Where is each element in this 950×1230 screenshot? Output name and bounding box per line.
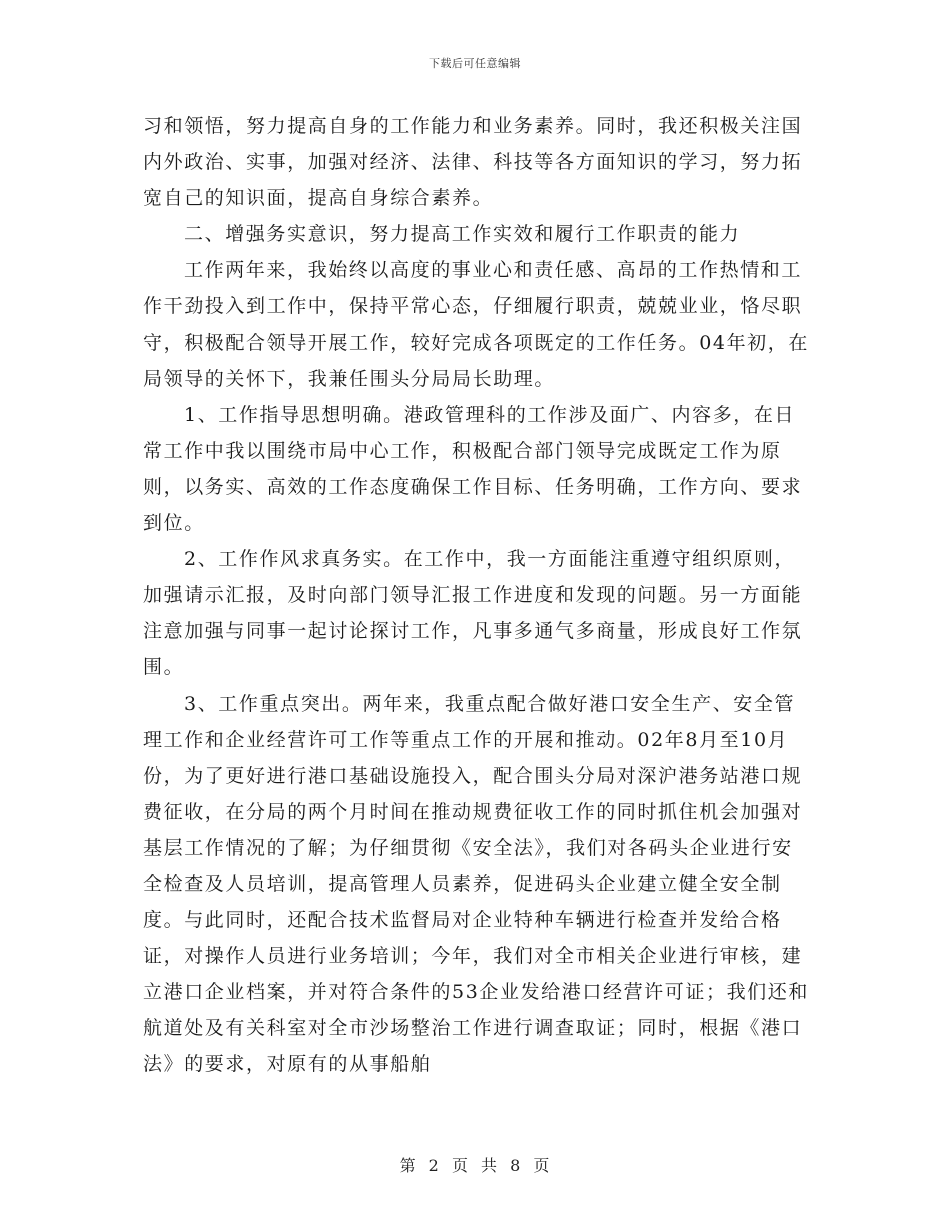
paragraph-continued: 习和领悟，努力提高自身的工作能力和业务素养。同时，我还积极关注国内外政治、实事，加强对经济、法律、科技等各方面知识的学习，努力拓宽自己的知识面，提高自身综合素养。	[143, 115, 803, 210]
page-number: 第 2 页 共 8 页	[399, 1156, 551, 1175]
paragraph-item-2: 2、工作作风求真务实。在工作中，我一方面能注重遵守组织原则，加强请示汇报，及时向部门领导汇报工作进度和发现的问题。另一方面能注意加强与同事一起讨论探讨工作，凡事多通气多商量，形成良好工作氛围。	[143, 548, 803, 679]
paragraph-item-3: 3、工作重点突出。两年来，我重点配合做好港口安全生产、安全管理工作和企业经营许可工作等重点工作的开展和推动。02年8月至10月份，为了更好进行港口基础设施投入，配合围头分局对深沪港务站港口规费征收，在分局的两个月时间在推动规费征收工作的同时抓住机会加强对基层工作情况的了解；为仔细贯彻《安全法》，我们对各码头企业进行安全检查及人员培训，提高管理人员素养，促进码头企业建立健全安全制度。与此同时，还配合技术监督局对企业特种车辆进行检查并发给合格证，对操作人员进行业务培训；今年，我们对全市相关企业进行审核，建立港口企业档案，并对符合条件的53企业发给港口经营许可证；我们还和航道处及有关科室对全市沙场整治工作进行调查取证；同时，根据《港口法》的要求，对原有的从事船舶	[143, 692, 809, 1076]
document-body	[143, 108, 811, 1083]
paragraph-item-1: 1、工作指导思想明确。港政管理科的工作涉及面广、内容多，在日常工作中我以围绕市局中心工作，积极配合部门领导完成既定工作为原则，以务实、高效的工作态度确保工作目标、任务明确，工作方向、要求到位。	[143, 403, 803, 535]
page-header-note: 下载后可任意编辑	[429, 57, 521, 70]
paragraph: 工作两年来，我始终以高度的事业心和责任感、高昂的工作热情和工作干劲投入到工作中，保持平常心态，仔细履行职责，兢兢业业，恪尽职守，积极配合领导开展工作，较好完成各项既定的工作任务。04年初，在局领导的关怀下，我兼任围头分局局长助理。	[143, 259, 809, 390]
section-heading: 二、增强务实意识，努力提高工作实效和履行工作职责的能力	[184, 223, 741, 246]
